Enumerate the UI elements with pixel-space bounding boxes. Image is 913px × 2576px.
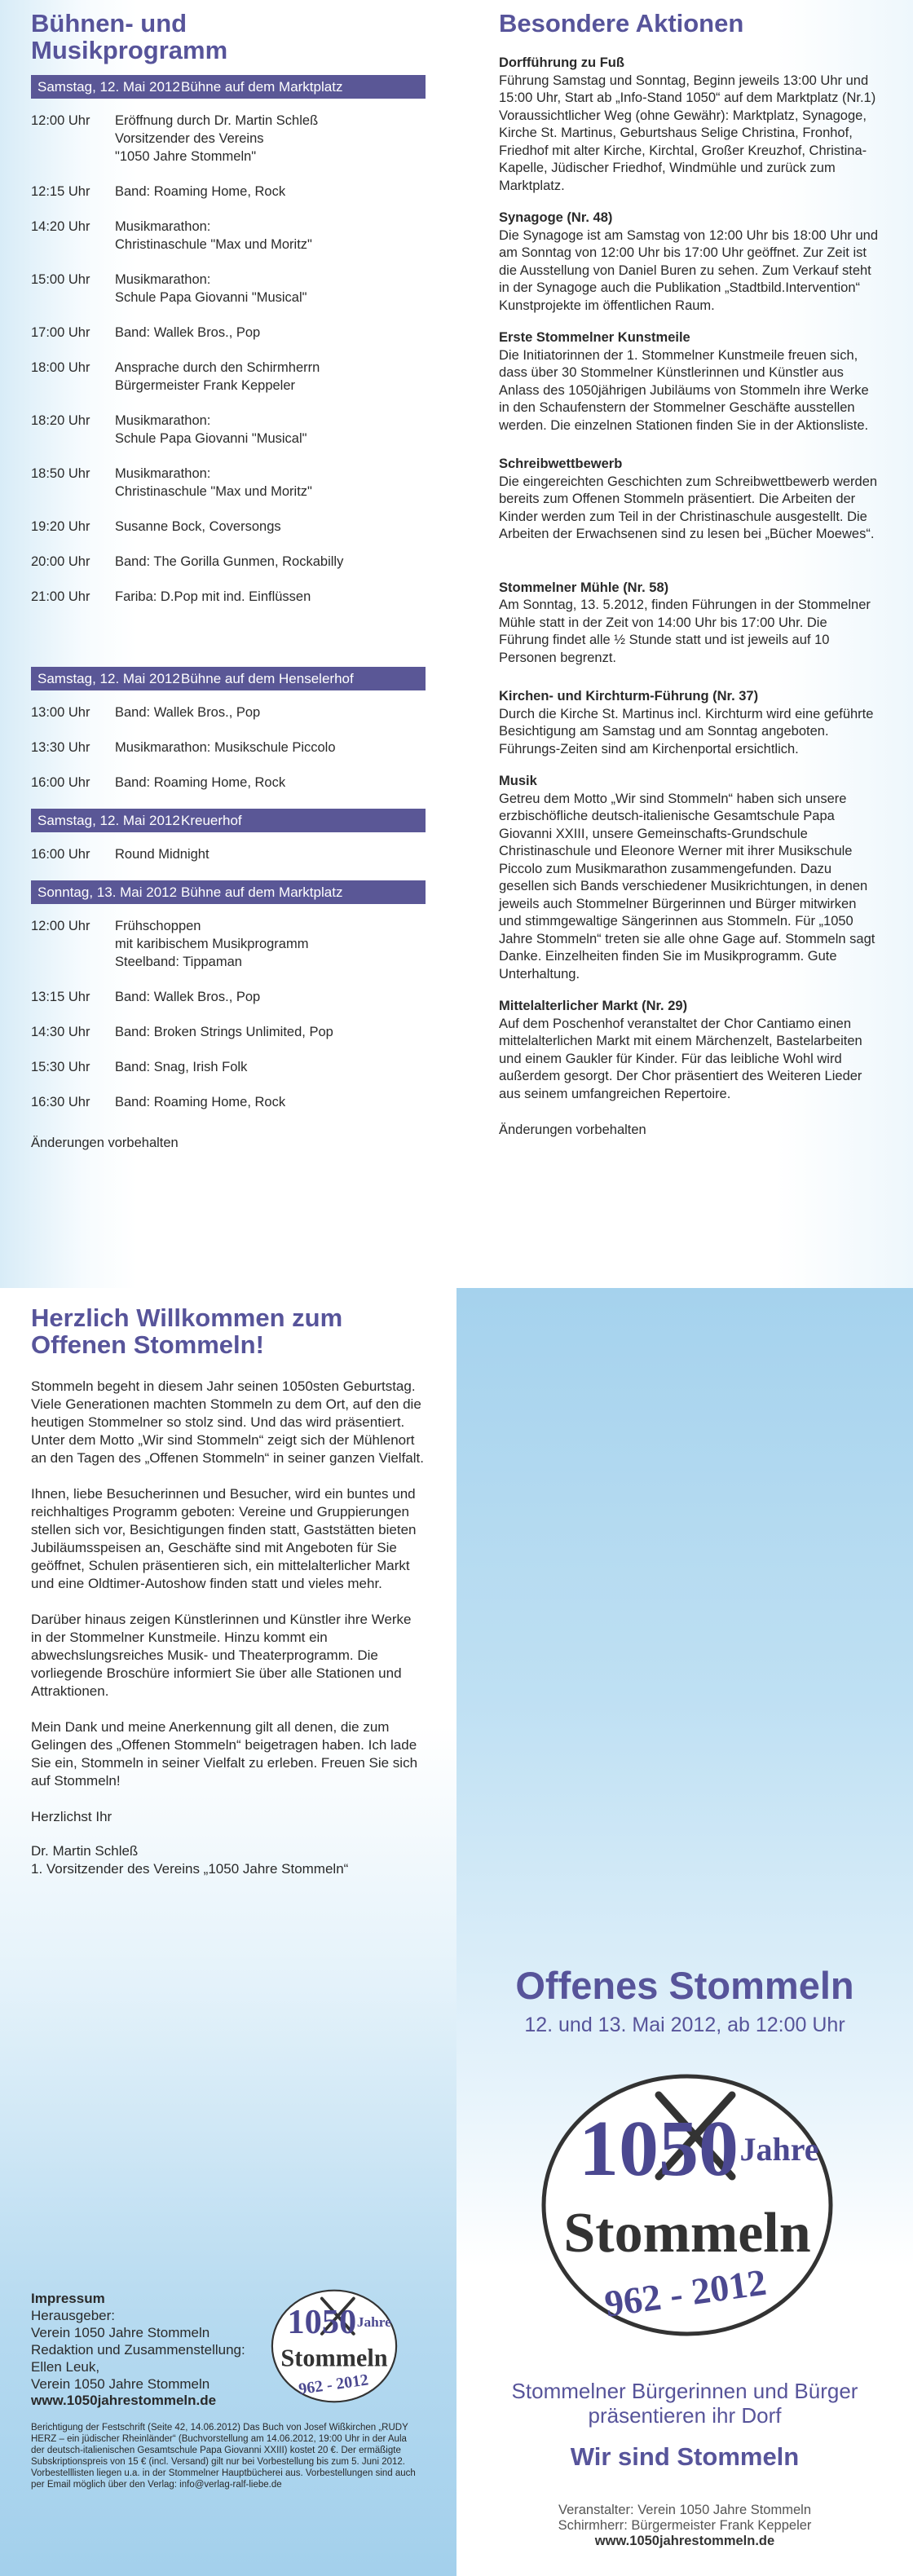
action-section: Dorfführung zu Fuß Führung Samstag und Sonntag, Beginn jeweils 13:00 Uhr und 15:00 Uhr, Start ab „Info-Stand 1050“ auf dem Marktplatz (Nr.1) Voraussichtlicher Weg (ohne Gewähr): Marktplatz, Synagoge, Kirche St. Martinus, Geburtshaus Selige Christina, Fronhof, Friedhof mit alter Kirche, Kirchtal, Großer Kreuzhof, Christina-Kapelle, Jüdischer Friedhof, Windmühle und zurück zum Marktplatz. <box>499 55 876 193</box>
schedule-row: 15:00 Uhr Musikmarathon: Schule Papa Giovanni "Musical" <box>31 272 307 305</box>
svg-text:Jahre: Jahre <box>739 2131 819 2168</box>
schedule-bar: Sonntag, 13. Mai 2012 Bühne auf dem Marktplatz <box>31 880 426 904</box>
schedule-panel <box>0 0 456 1288</box>
svg-text:Jahre: Jahre <box>356 2314 391 2331</box>
cover-panel <box>456 1288 913 2576</box>
svg-text:1050: 1050 <box>287 2303 357 2341</box>
schedule-row: 16:00 Uhr Band: Roaming Home, Rock <box>31 775 286 790</box>
action-section: Schreibwettbewerb Die eingereichten Geschichten zum Schreibwettbewerb werden bereits zum Offenen Stommeln präsentiert. Die Arbeiten der Kinder werden zum Teil in der Christinaschule ausgestellt. Die Arbeiten der Erwachsenen sind zu lesen bei „Bücher Moewes“. <box>499 457 878 541</box>
schedule-row: 13:15 Uhr Band: Wallek Bros., Pop <box>31 990 261 1004</box>
action-section: Mittelalterlicher Markt (Nr. 29) Auf dem Poschenhof veranstaltet der Chor Cantiamo einen mittelalterlichen Markt mit einem Märchenzelt, Bastelarbeiten und einem Gaukler für Kinder. Für das leibliche Wohl wird außerdem gesorgt. Der Chor präsentiert des Weiteren Lieder aus seinem umfangreichen Repertoire. <box>499 999 862 1101</box>
schedule-bar: Samstag, 12. Mai 2012Kreuerhof <box>31 809 426 832</box>
welcome-paragraph: Ihnen, liebe Besucherinnen und Besucher, wird ein buntes und reichhaltiges Programm geboten: Vereine und Gruppierungen stellen sich vor, Besichtigungen finden statt, Gaststätten bieten Jubiläumsspeisen an, Geschäfte sind mit Angeboten für Sie geöffnet, Schulen präsentieren sich, ein mittelalterlicher Markt und eine Oldtimer-Autoshow finden statt und vieles mehr. <box>31 1486 417 1591</box>
welcome-title: Herzlich Willkommen zum Offenen Stommeln! <box>31 1303 343 1359</box>
event-date: 12. und 13. Mai 2012, ab 12:00 Uhr <box>524 2014 845 2036</box>
schedule-row: 18:20 Uhr Musikmarathon: Schule Papa Giovanni "Musical" <box>31 413 307 446</box>
svg-text:Stommeln: Stommeln <box>280 2344 388 2372</box>
action-section: Synagoge (Nr. 48) Die Synagoge ist am Samstag von 12:00 Uhr bis 18:00 Uhr und am Sonntag von 12:00 Uhr bis 17:00 Uhr geöffnet. Zur Zeit ist die Ausstellung von Daniel Buren zu sehen. Zum Verkauf steht in der Synagoge auch die Publikation „Stadtbild.Intervention“ Kunstprojekte im öffentlichen Raum. <box>499 210 879 313</box>
schedule-bar: Samstag, 12. Mai 2012Bühne auf dem Marktplatz <box>31 75 426 99</box>
anniversary-logo-small <box>269 2284 399 2408</box>
svg-text:962 - 2012: 962 - 2012 <box>602 2261 770 2325</box>
schedule-row: 19:20 Uhr Susanne Bock, Coversongs <box>31 519 281 534</box>
event-title: Offenes Stommeln <box>515 1964 854 2007</box>
special-actions-title: Besondere Aktionen <box>499 9 744 37</box>
action-section: Kirchen- und Kirchturm-Führung (Nr. 37) Durch die Kirche St. Martinus incl. Kirchturm wird eine geführte Besichtigung am Samstag und am Sonntag angeboten. Führungs-Zeiten sind am Kirchenportal ersichtlich. <box>499 689 874 756</box>
tagline: Stommelner Bürgerinnen und Bürger präsentieren ihr Dorf <box>511 2379 858 2428</box>
svg-text:962 - 2012: 962 - 2012 <box>297 2371 370 2399</box>
schedule-row: 18:50 Uhr Musikmarathon: Christinaschule "Max und Moritz" <box>31 466 312 499</box>
changes-note: Änderungen vorbehalten <box>499 1123 646 1137</box>
organizer-info: Veranstalter: Verein 1050 Jahre Stommeln Schirmherr: Bürgermeister Frank Keppeler www.1050jahrestommeln.de <box>456 2503 913 2549</box>
schedule-row: 14:20 Uhr Musikmarathon: Christinaschule "Max und Moritz" <box>31 219 312 252</box>
schedule-row: 17:00 Uhr Band: Wallek Bros., Pop <box>31 325 261 340</box>
schedule-row: 15:30 Uhr Band: Snag, Irish Folk <box>31 1060 248 1074</box>
schedule-row: 20:00 Uhr Band: The Gorilla Gunmen, Rockabilly <box>31 554 344 569</box>
changes-note: Änderungen vorbehalten <box>31 1136 179 1150</box>
action-section: Stommelner Mühle (Nr. 58) Am Sonntag, 13. 5.2012, finden Führungen in der Stommelner Mühle statt in der Zeit von 14:00 Uhr bis 17:00 Uhr. Die Führung findet alle ½ Stunde statt und ist jeweils auf 10 Personen begrenzt. <box>499 580 871 665</box>
schedule-row: 16:30 Uhr Band: Roaming Home, Rock <box>31 1095 286 1109</box>
schedule-row: 13:00 Uhr Band: Wallek Bros., Pop <box>31 705 261 720</box>
signature: Dr. Martin Schleß 1. Vorsitzender des Vereins „1050 Jahre Stommeln“ <box>31 1843 349 1877</box>
schedule-row: 18:00 Uhr Ansprache durch den Schirmherrn Bürgermeister Frank Keppeler <box>31 360 320 393</box>
welcome-paragraph: Stommeln begeht in diesem Jahr seinen 1050sten Geburtstag. Viele Generationen machten Stommeln zu dem Ort, auf den die heutigen Stommelner so stolz sind. Und das wird präsentiert. Unter dem Motto „Wir sind Stommeln“ zeigt sich der Mühlenort an den Tagen des „Offenen Stommeln“ in seiner ganzen Vielfalt. <box>31 1378 424 1466</box>
action-section: Erste Stommelner Kunstmeile Die Initiatorinnen der 1. Stommelner Kunstmeile freuen sich, dass über 30 Stommelner Künstlerinnen und Künstler aus Anlass des 1050jährigen Jubiläums von Stommeln ihre Werke in den Schaufenstern der Stommelner Geschäfte ausstellen werden. Die einzelnen Stationen finden Sie in der Aktionsliste. <box>499 330 869 433</box>
motto: Wir sind Stommeln <box>570 2442 800 2471</box>
special-actions-panel <box>456 0 913 1288</box>
schedule-row: 12:00 Uhr Frühschoppen mit karibischem Musikprogramm Steelband: Tippaman <box>31 919 309 969</box>
welcome-paragraph: Mein Dank und meine Anerkennung gilt all denen, die zum Gelingen des „Offenen Stommeln“ beigetragen haben. Ich lade Sie ein, Stommeln in seiner Vielfalt zu erleben. Freuen Sie sich auf Stommeln! <box>31 1719 418 1789</box>
schedule-row: 12:00 Uhr Eröffnung durch Dr. Martin Schleß Vorsitzender des Vereins "1050 Jahre Stommeln" <box>31 113 319 164</box>
schedule-row: 14:30 Uhr Band: Broken Strings Unlimited, Pop <box>31 1025 333 1039</box>
schedule-row: 13:30 Uhr Musikmarathon: Musikschule Piccolo <box>31 740 336 755</box>
anniversary-logo <box>536 2071 838 2340</box>
impressum-url[interactable]: www.1050jahrestommeln.de <box>31 2393 217 2408</box>
welcome-panel <box>0 1288 456 2576</box>
welcome-paragraph: Herzlichst Ihr <box>31 1809 112 1824</box>
impressum: Impressum Herausgeber: Verein 1050 Jahre Stommeln Redaktion und Zusammenstellung: Ellen Leuk, Verein 1050 Jahre Stommeln www.1050jahrestommeln.de Berichtigung der Festschrift (Seite 42, 14.06.2012) Das Buch von Josef Wißkirchen „RUDY HERZ – ein jüdischer Rheinländer“ (Buchvorstellung am 14.06.2012, 19:00 Uhr in der Aula der deutsch-italienischen Gesamtschule Papa Giovanni XXIII) kostet 20 €. Der ermäßigte Subskriptionspreis von 15 € (incl. Versand) gilt nur bei Vorbestellung bis zum 5. Juni 2012. Vorbestelllisten liegen u.a. in der Stommelner Hauptbücherei aus. Vorbestellungen sind auch per Email möglich über den Verlag: info@verlag-ralf-liebe.de <box>31 2291 422 2490</box>
svg-text:Stommeln: Stommeln <box>563 2202 811 2265</box>
schedule-row: 16:00 Uhr Round Midnight <box>31 847 210 862</box>
website-link[interactable]: www.1050jahrestommeln.de <box>594 2534 775 2548</box>
schedule-title: Bühnen- und Musikprogramm <box>31 9 228 64</box>
schedule-row: 12:15 Uhr Band: Roaming Home, Rock <box>31 184 286 199</box>
svg-text:1050: 1050 <box>579 2105 739 2193</box>
schedule-row: 21:00 Uhr Fariba: D.Pop mit ind. Einflüssen <box>31 589 311 604</box>
welcome-paragraph: Darüber hinaus zeigen Künstlerinnen und Künstler ihre Werke in der Stommelner Kunstmeile. Hinzu kommt ein abwechslungsreiches Musik- und Theaterprogramm. Die vorliegende Broschüre informiert Sie über alle Stationen und Attraktionen. <box>31 1612 412 1699</box>
schedule-bar: Samstag, 12. Mai 2012Bühne auf dem Henselerhof <box>31 667 426 690</box>
correction-note: Berichtigung der Festschrift (Seite 42, 14.06.2012) Das Buch von Josef Wißkirchen „RUDY HERZ – ein jüdischer Rheinländer“ (Buchvorstellung am 14.06.2012, 19:00 Uhr in der Aula der deutsch-italienischen Gesamtschule Papa Giovanni XXIII) kostet 20 €. Der ermäßigte Subskriptionspreis von 15 € (incl. Versand) gilt nur bei Vorbestellung bis zum 5. Juni 2012. Vorbestelllisten liegen u.a. in der Stommelner Hauptbücherei aus. Vorbestellungen sind auch per Email möglich über den Verlag: info@verlag-ralf-liebe.de <box>31 2423 416 2490</box>
action-section: Musik Getreu dem Motto „Wir sind Stommeln“ haben sich unsere erzbischöfliche deutsch-italienische Gesamtschule Papa Giovanni XXIII, unsere Gemeinschafts-Grundschule Christinaschule und Eleonore Werner mit ihrer Musikschule Piccolo zum Musikmarathon zusammengefunden. Dazu gesellen sich Bands verschiedener Musikrichtungen, in denen jeweils auch Stommelner Bürgerinnen und Bürger mitwirken und stimmgewaltige Sängerinnen aus Stommeln. Für „1050 Jahre Stommeln“ treten sie alle ohne Gage auf. Stommeln sagt Danke. Einzelheiten finden Sie im Musikprogramm. Gute Unterhaltung. <box>499 774 876 981</box>
